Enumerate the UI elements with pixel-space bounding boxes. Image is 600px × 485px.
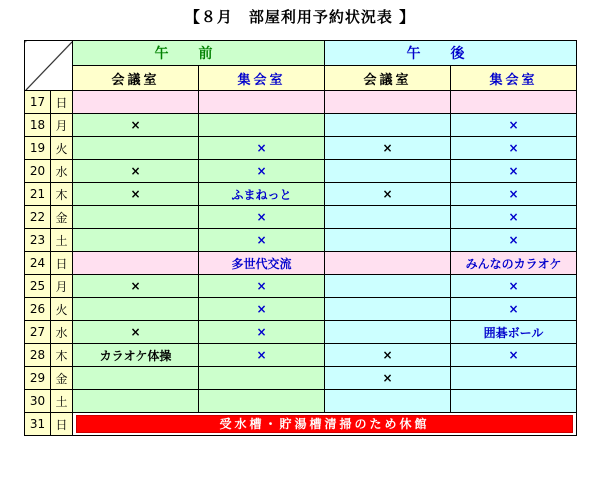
date-cell: 22 <box>25 206 51 229</box>
am-meeting-room-cell: × <box>73 275 199 298</box>
pm-assembly-room-cell: 囲碁ボール <box>451 321 577 344</box>
date-cell: 27 <box>25 321 51 344</box>
am-assembly-room-cell <box>199 367 325 390</box>
pm-meeting-room-cell <box>325 275 451 298</box>
date-cell: 19 <box>25 137 51 160</box>
am-meeting-room-cell <box>73 390 199 413</box>
am-meeting-room-cell: × <box>73 321 199 344</box>
reservation-table <box>24 40 577 436</box>
am-assembly-room-cell: × <box>199 229 325 252</box>
am-meeting-room-cell <box>73 91 199 114</box>
am-header: 午前 <box>73 41 325 66</box>
am-assembly-room-header: 集会室 <box>199 66 325 91</box>
table-row <box>25 390 577 413</box>
pm-assembly-room-cell: × <box>451 137 577 160</box>
weekday-cell: 木 <box>51 183 73 206</box>
am-assembly-room-cell <box>199 91 325 114</box>
pm-meeting-room-cell <box>325 114 451 137</box>
weekday-cell: 日 <box>51 91 73 114</box>
pm-assembly-room-cell: × <box>451 206 577 229</box>
pm-assembly-room-cell: × <box>451 298 577 321</box>
pm-assembly-room-cell: × <box>451 114 577 137</box>
am-assembly-room-cell <box>199 390 325 413</box>
pm-assembly-room-cell: みんなのカラオケ <box>451 252 577 275</box>
am-meeting-room-cell <box>73 206 199 229</box>
am-assembly-room-cell: × <box>199 275 325 298</box>
weekday-cell: 土 <box>51 229 73 252</box>
pm-meeting-room-cell: × <box>325 344 451 367</box>
pm-meeting-room-cell <box>325 252 451 275</box>
table-row <box>25 252 577 275</box>
pm-meeting-room-cell <box>325 321 451 344</box>
weekday-cell: 火 <box>51 137 73 160</box>
am-assembly-room-cell: × <box>199 321 325 344</box>
am-assembly-room-cell: 多世代交流 <box>199 252 325 275</box>
am-meeting-room-header: 会議室 <box>73 66 199 91</box>
table-row <box>25 137 577 160</box>
date-cell: 24 <box>25 252 51 275</box>
table-row <box>25 183 577 206</box>
date-cell: 30 <box>25 390 51 413</box>
am-meeting-room-cell: × <box>73 183 199 206</box>
table-row <box>25 367 577 390</box>
pm-meeting-room-header: 会議室 <box>325 66 451 91</box>
pm-assembly-room-cell: × <box>451 275 577 298</box>
pm-meeting-room-cell <box>325 91 451 114</box>
am-meeting-room-cell <box>73 252 199 275</box>
weekday-cell: 金 <box>51 206 73 229</box>
pm-assembly-room-header: 集会室 <box>451 66 577 91</box>
pm-meeting-room-cell: × <box>325 183 451 206</box>
table-row <box>25 275 577 298</box>
date-cell: 25 <box>25 275 51 298</box>
date-cell: 17 <box>25 91 51 114</box>
weekday-cell: 火 <box>51 298 73 321</box>
am-meeting-room-cell <box>73 229 199 252</box>
table-row <box>25 160 577 183</box>
am-assembly-room-cell: × <box>199 344 325 367</box>
am-assembly-room-cell: × <box>199 298 325 321</box>
pm-meeting-room-cell: × <box>325 367 451 390</box>
weekday-cell: 月 <box>51 114 73 137</box>
am-meeting-room-cell: × <box>73 160 199 183</box>
table-row <box>25 321 577 344</box>
pm-meeting-room-cell <box>325 160 451 183</box>
am-assembly-room-cell: × <box>199 160 325 183</box>
am-assembly-room-cell: × <box>199 206 325 229</box>
table-row <box>25 206 577 229</box>
date-cell: 20 <box>25 160 51 183</box>
pm-header: 午後 <box>325 41 577 66</box>
date-cell: 29 <box>25 367 51 390</box>
date-cell: 21 <box>25 183 51 206</box>
table-row <box>25 344 577 367</box>
pm-meeting-room-cell: × <box>325 137 451 160</box>
am-assembly-room-cell <box>199 114 325 137</box>
am-assembly-room-cell: ふまねっと <box>199 183 325 206</box>
pm-assembly-room-cell: × <box>451 160 577 183</box>
pm-assembly-room-cell: × <box>451 183 577 206</box>
pm-assembly-room-cell: × <box>451 344 577 367</box>
weekday-cell: 日 <box>51 413 73 436</box>
table-row <box>25 229 577 252</box>
weekday-cell: 木 <box>51 344 73 367</box>
date-cell: 23 <box>25 229 51 252</box>
pm-meeting-room-cell <box>325 206 451 229</box>
table-row <box>25 114 577 137</box>
date-cell: 18 <box>25 114 51 137</box>
weekday-cell: 土 <box>51 390 73 413</box>
am-assembly-room-cell: × <box>199 137 325 160</box>
pm-meeting-room-cell <box>325 298 451 321</box>
pm-assembly-room-cell <box>451 91 577 114</box>
weekday-cell: 日 <box>51 252 73 275</box>
pm-assembly-room-cell <box>451 390 577 413</box>
pm-assembly-room-cell <box>451 367 577 390</box>
am-meeting-room-cell: × <box>73 114 199 137</box>
weekday-cell: 月 <box>51 275 73 298</box>
am-meeting-room-cell <box>73 298 199 321</box>
am-meeting-room-cell <box>73 137 199 160</box>
am-meeting-room-cell: カラオケ体操 <box>73 344 199 367</box>
pm-meeting-room-cell <box>325 229 451 252</box>
date-cell: 28 <box>25 344 51 367</box>
date-cell: 31 <box>25 413 51 436</box>
weekday-cell: 水 <box>51 321 73 344</box>
page-title: 【８月 部屋利用予約状況表 】 <box>184 8 416 26</box>
am-meeting-room-cell <box>73 367 199 390</box>
weekday-cell: 水 <box>51 160 73 183</box>
closed-row <box>25 413 577 436</box>
pm-meeting-room-cell <box>325 390 451 413</box>
corner-diagonal-cell <box>25 41 73 91</box>
weekday-cell: 金 <box>51 367 73 390</box>
table-row <box>25 298 577 321</box>
closed-notice-banner: 受水槽・貯湯槽清掃のため休館 <box>76 415 573 433</box>
closed-notice-cell <box>73 413 577 436</box>
pm-assembly-room-cell: × <box>451 229 577 252</box>
table-row <box>25 91 577 114</box>
date-cell: 26 <box>25 298 51 321</box>
